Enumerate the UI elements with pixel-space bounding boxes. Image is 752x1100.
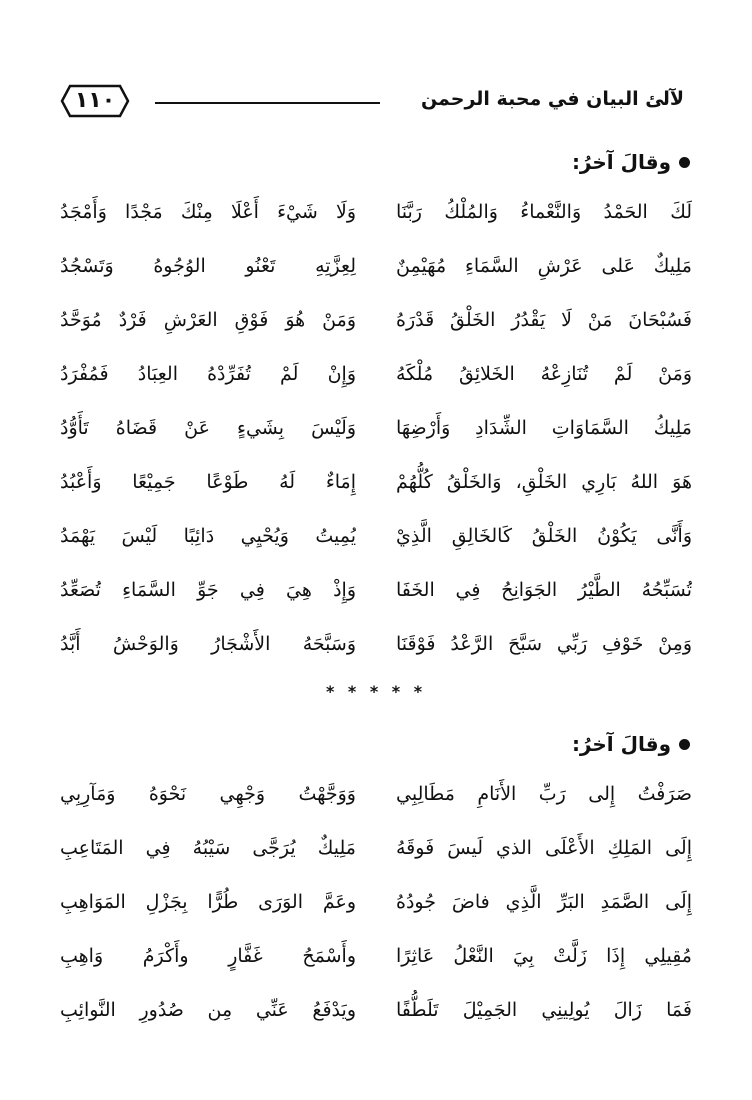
verse-line (60, 300, 692, 340)
verse-line (60, 570, 692, 610)
verse-line (60, 192, 692, 232)
verse-line (60, 408, 692, 448)
verse-second-half: وَسَبَّحَهُ الأَشْجَارُ وَالوَحْشُ أَبَّدُ (60, 633, 356, 655)
verse-first-half: وَأَنَّى يَكُوْنُ الخَلْقُ كَالخَالِقِ الَّذِيْ (396, 525, 692, 547)
verse-first-half: فَسُبْحَانَ مَنْ لَا يَقْدُرُ الخَلْقُ قَدْرَهُ (396, 309, 692, 331)
verse-line (60, 354, 692, 394)
poem-heading (572, 732, 690, 756)
verse-line (60, 624, 692, 664)
verse-second-half: لِعِزَّتِهِ تَعْنُو الوُجُوهُ وَتَسْجُدُ (60, 255, 356, 277)
verse-first-half: مَلِيكُ السَّمَاوَاتِ الشِّدَادِ وَأَرْضِهَا (396, 417, 692, 439)
verse-first-half: فَمَا زَالَ يُولِينِي الجَمِيْلَ تَلَطُّفًا (396, 999, 692, 1021)
bullet-icon (679, 739, 690, 750)
verse-second-half: وَلَيْسَ بِشَيءٍ عَنْ قَضَاهُ تَأَوُّدُ (60, 417, 356, 439)
verse-line (60, 990, 692, 1030)
verse-second-half: إِمَاءٌ لَهُ طَوْعًا جَمِيْعًا وَأَعْبُدُ (60, 471, 356, 493)
verse-line (60, 246, 692, 286)
verse-first-half: إِلَى الصَّمَدِ البَرِّ الَّذِي فاضَ جُودُهُ (396, 891, 692, 913)
page-number: ١١٠ (74, 88, 116, 113)
verse-second-half: يُمِيتُ وَيُحْيِي دَائِبًا لَيْسَ يَهْمَدُ (60, 525, 356, 547)
verse-second-half: وَإِذْ هِيَ فِي جَوِّ السَّمَاءِ تُصَعِّدُ (60, 579, 356, 601)
verse-second-half: ويَدْفَعُ عَنِّي مِن صُدُورِ النَّوائِبِ (60, 999, 356, 1021)
verse-line (60, 936, 692, 976)
verse-line (60, 462, 692, 502)
verse-first-half: وَمَنْ لَمْ تُنَازِعْهُ الخَلائِقُ مُلْكَهُ (396, 363, 692, 385)
verse-first-half: إِلَى المَلِكِ الأَعْلَى الذي لَيسَ فَوقَهُ (396, 837, 692, 859)
verse-second-half: مَلِيكٌ يُرَجَّى سَيْبُهُ فِي المَتَاعِبِ (60, 837, 356, 859)
verse-line (60, 828, 692, 868)
verse-first-half: لَكَ الحَمْدُ وَالنَّعْماءُ وَالمُلْكُ رَبَّنَا (396, 201, 692, 223)
page-number-badge (60, 82, 130, 120)
poem-heading-text: وقالَ آخرُ: (571, 150, 671, 174)
verse-first-half: مُقِيلِي إِذَا زَلَّتْ بِيَ النَّعْلُ عَاثِرًا (396, 945, 692, 967)
verse-first-half: وَمِنْ خَوْفِ رَبِّي سَبَّحَ الرَّعْدُ فَوْقَنَا (396, 633, 692, 655)
verse-second-half: وعَمَّ الوَرَى طُرًّا بِجَزْلِ المَوَاهِبِ (60, 891, 356, 913)
book-title: لآلئ البيان في محبة الرحمن (420, 88, 684, 110)
verse-line (60, 882, 692, 922)
header-rule (155, 102, 380, 104)
verse-second-half: وَلَا شَيْءَ أَعْلَا مِنْكَ مَجْدًا وَأَمْجَدُ (60, 201, 356, 223)
verse-second-half: وَمَنْ هُوَ فَوْقِ العَرْشِ فَرْدٌ مُوَحَّدُ (60, 309, 356, 331)
running-header (60, 80, 684, 126)
poem-heading-text: وقالَ آخرُ: (571, 732, 671, 756)
verse-first-half: هَوَ اللهُ بَارِي الخَلْقِ، وَالخَلْقُ كُلُّهُمْ (396, 471, 692, 493)
bullet-icon (679, 157, 690, 168)
verse-second-half: وأَسْمَحُ غَفَّارٍ وأَكْرَمُ وَاهِبِ (60, 945, 356, 967)
verse-first-half: صَرَفْتُ إِلى رَبِّ الأَنَامِ مَطَالِبِي (396, 783, 692, 805)
poem-heading (572, 150, 690, 174)
section-divider: * * * * * (325, 682, 427, 701)
verse-first-half: مَلِيكٌ عَلى عَرْشِ السَّمَاءِ مُهَيْمِنٌ (396, 255, 692, 277)
verse-first-half: تُسَبِّحُهُ الطَّيْرُ الجَوَانِحُ فِي الخَفَا (396, 579, 692, 601)
verse-second-half: وَإِنْ لَمْ تُفَرِّدْهُ العِبَادُ فَمُفْرَدُ (60, 363, 356, 385)
verse-line (60, 774, 692, 814)
verse-second-half: وَوَجَّهْتُ وَجْهِي نَحْوَهُ وَمَآرِبِي (60, 783, 356, 805)
verse-line (60, 516, 692, 556)
